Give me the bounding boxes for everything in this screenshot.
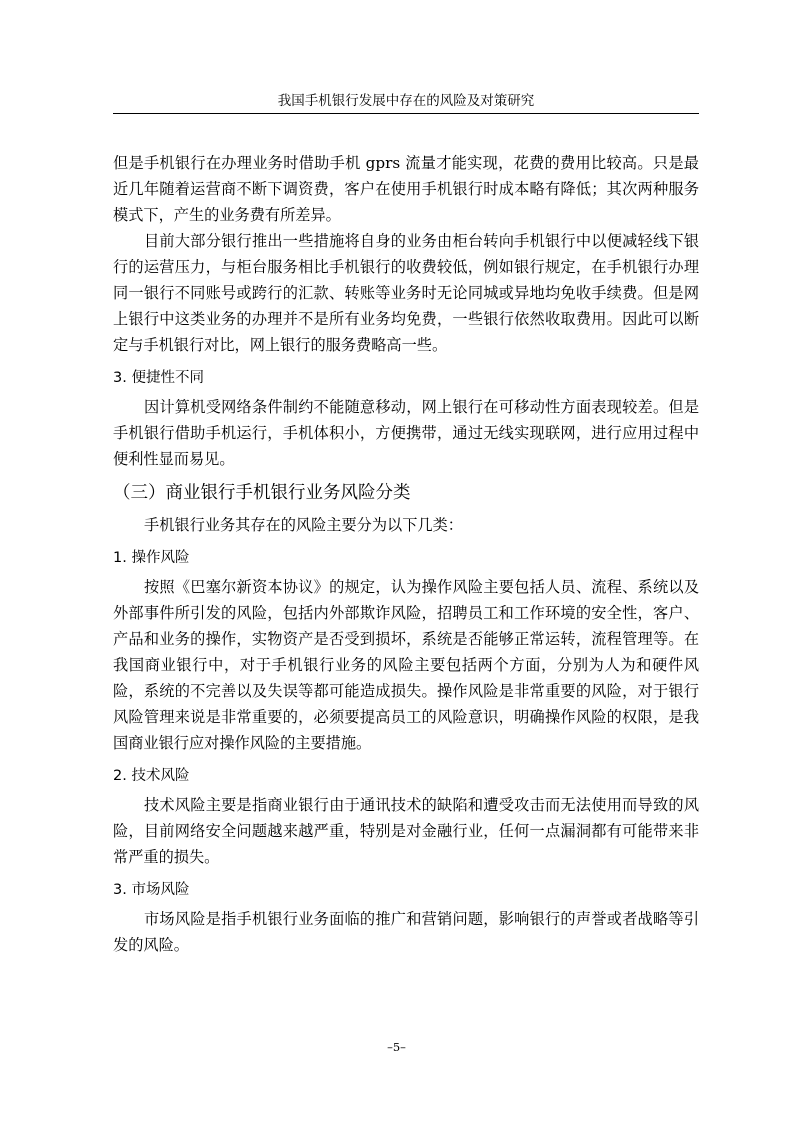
paragraph-operational-risk: 按照《巴塞尔新资本协议》的规定，认为操作风险主要包括人员、流程、系统以及外部事件所引发的风险，包括内外部欺诈风险，招聘员工和工作环境的安全性，客户、产品和业务的操作，实物资产是否受到损坏，系统是否能够正常运转，流程管理等。在我国商业银行中，对于手机银行业务的风险主要包括两个方面，分别为人为和硬件风险，系统的不完善以及失误等都可能造成损失。操作风险是非常重要的风险，对于银行风险管理来说是非常重要的，必须要提高员工的风险意识，明确操作风险的权限，是我国商业银行应对操作风险的主要措施。 — [113, 578, 699, 752]
heading-operational-risk: 1. 操作风险 — [113, 550, 190, 566]
section-title-risk-classification: （三）商业银行手机银行业务风险分类 — [113, 483, 411, 503]
paragraph-market-risk: 市场风险是指手机银行业务面临的推广和营销问题，影响银行的声誉或者战略等引发的风险。 — [113, 910, 699, 954]
page-number: –5– — [387, 1040, 406, 1054]
paragraph-technical-risk: 技术风险主要是指商业银行由于通讯技术的缺陷和遭受攻击而无法使用而导致的风险，目前网络安全问题越来越严重，特别是对金融行业，任何一点漏洞都有可能带来非常严重的损失。 — [113, 796, 699, 866]
paragraph-fee-continued: 但是手机银行在办理业务时借助手机 gprs 流量才能实现，花费的费用比较高。只是最近几年随着运营商不断下调资费，客户在使用手机银行时成本略有降低；其次两种服务模式下，产生的业务费有所差异。 — [113, 154, 699, 224]
running-header: 我国手机银行发展中存在的风险及对策研究 — [277, 93, 535, 109]
heading-market-risk: 3. 市场风险 — [113, 882, 190, 898]
paragraph-risk-intro: 手机银行业务其存在的风险主要分为以下几类： — [144, 516, 463, 534]
heading-technical-risk: 2. 技术风险 — [113, 768, 190, 784]
page-body — [113, 150, 699, 958]
heading-convenience: 3. 便捷性不同 — [113, 370, 204, 386]
header-divider — [113, 113, 699, 114]
paragraph-fee-comparison: 目前大部分银行推出一些措施将自身的业务由柜台转向手机银行中以便减轻线下银行的运营压力，与柜台服务相比手机银行的收费较低，例如银行规定，在手机银行办理同一银行不同账号或跨行的汇款、转账等业务时无论同城或异地均免收手续费。但是网上银行中这类业务的办理并不是所有业务均免费，一些银行依然收取费用。因此可以断定与手机银行对比，网上银行的服务费略高一些。 — [113, 232, 699, 354]
paragraph-convenience: 因计算机受网络条件制约不能随意移动，网上银行在可移动性方面表现较差。但是手机银行借助手机运行，手机体积小，方便携带，通过无线实现联网，进行应用过程中便利性显而易见。 — [113, 398, 699, 468]
